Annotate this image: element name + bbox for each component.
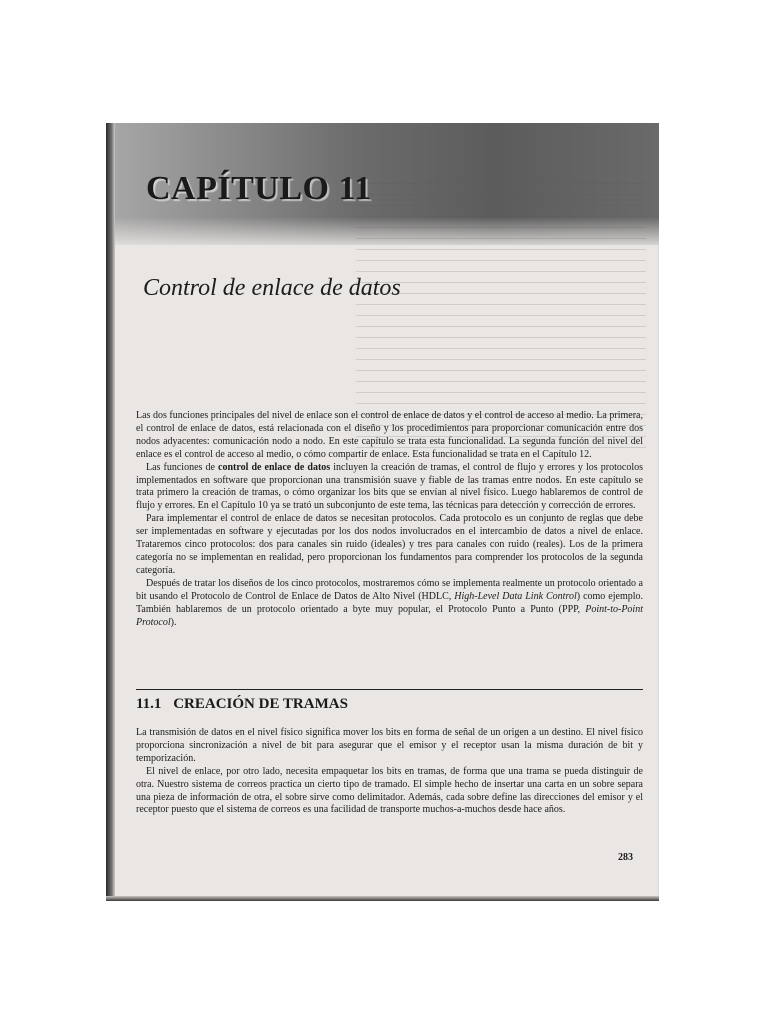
page-bottom-edge — [106, 896, 659, 901]
text-run: ) como ejemplo. También hablaremos de un protocolo orientado a byte muy popular, el Protocolo Punto a Punto (PPP, — [136, 590, 643, 615]
section-number: 11.1 — [136, 696, 162, 712]
paragraph — [136, 578, 643, 630]
section-heading — [136, 696, 348, 713]
paragraph — [136, 727, 643, 766]
text-run: ). — [170, 616, 177, 628]
book-page — [106, 123, 659, 901]
bold-term: control de enlace de datos — [218, 461, 331, 473]
text-run: incluyen la creación de tramas, el control de flujo y errores y los protocolos implementados en software que proporcionan una transmisión suave y fiable de las tramas entre nodos. En este capítulo se trata primero la creación de tramas, o cómo organizar los bits que se envían al nivel físico. Luego hablaremos de control de flujo y errores. En el Capítulo 10 ya se trató un subconjunto de este tema, las técnicas para detección y corrección de errores. — [136, 461, 643, 512]
page-spine-shadow — [106, 123, 115, 901]
text-run: Las funciones de — [146, 461, 219, 473]
italic-term: Point-to-Point Protocol — [136, 603, 643, 628]
text-run: Para implementar el control de enlace de datos se necesitan protocolos. Cada protocolo es un conjunto de reglas que debe ser implementadas en software y ejecutadas por los dos nodos involucrados en el intercambio de datos a nivel de enlace. Trataremos cinco protocolos: dos para canales sin ruido (ideales) y tres para canales con ruido (reales). Los de la primera categoría no se implementan en realidad, pero proporcionan los fundamentos para comprender los protocolos de la segunda categoría. — [136, 513, 643, 576]
text-run: Después de tratar los diseños de los cinco protocolos, mostraremos cómo se implementa realmente un protocolo orientado a bit usando el Protocolo de Control de Enlace de Datos de Alto Nivel (HDLC, — [136, 577, 643, 602]
section-title: CREACIÓN DE TRAMAS — [173, 696, 348, 712]
section-text — [136, 727, 643, 817]
paragraph — [136, 410, 643, 462]
italic-term: High-Level Data Link Control — [454, 590, 577, 602]
page-number: 283 — [618, 852, 633, 863]
paragraph — [136, 462, 643, 514]
intro-text — [136, 410, 643, 629]
chapter-label: CAPÍTULO 11 — [146, 170, 372, 207]
text-run: Las dos funciones principales del nivel de enlace son el control de enlace de datos y el control de acceso al medio. La primera, el control de enlace de datos, está relacionada con el diseño y los procedimientos para proporcionar comunicación entre dos nodos adyacentes: comunicación nodo a nodo. En este capítulo se trata esta funcionalidad. La segunda función del nivel del enlace es el control de acceso al medio, o cómo compartir de enlace. Esta funcionalidad se trata en el Capítulo 12. — [136, 410, 643, 460]
text-run: El nivel de enlace, por otro lado, necesita empaquetar los bits en tramas, de forma que una trama se pueda distinguir de otra. Nuestro sistema de correos practica un cierto tipo de tramado. El simple hecho de insertar una carta en un sobre separa una pieza de información de otra, el sobre sirve como delimitador. Además, cada sobre define las direcciones del emisor y el receptor puesto que el sistema de correos es una facilidad de transporte muchos-a-muchos desde hace años. — [136, 765, 643, 816]
chapter-title: Control de enlace de datos — [143, 275, 401, 301]
paragraph — [136, 766, 643, 818]
section-divider — [136, 689, 643, 690]
paragraph — [136, 513, 643, 578]
text-run: La transmisión de datos en el nivel físico significa mover los bits en forma de señal de un origen a un destino. El nivel físico proporciona sincronización a nivel de bit para asegurar que el emisor y el receptor usan la misma duración de bit y temporización. — [136, 727, 643, 764]
